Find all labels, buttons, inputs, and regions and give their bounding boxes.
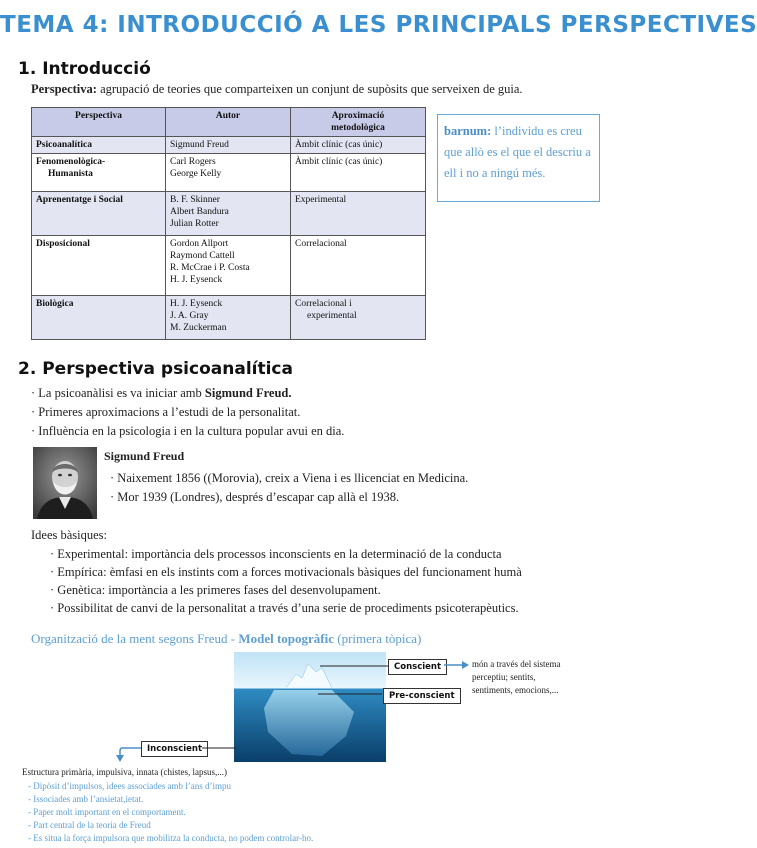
table-row (32, 192, 426, 236)
preconscient-pointer-line (318, 692, 384, 696)
inconscient-pointer-line (202, 746, 236, 750)
preconscient-label: Pre-conscient (383, 688, 461, 704)
inconscient-list-item: - Part central de la teoria de Freud (28, 820, 151, 830)
table-header-perspectiva: Perspectiva (32, 108, 166, 137)
inconscient-list-item: - Paper molt important en el comportament. (28, 807, 186, 817)
barnum-text: l’individu es creu que allò es el que el descriu a ell i no a ningú més. (444, 124, 591, 180)
definition-text: agrupació de teories que comparteixen un conjunt de supòsits que serveixen de guia. (96, 82, 523, 96)
barnum-term: barnum: (444, 124, 492, 138)
table-header-autor: Autor (166, 108, 291, 137)
table-row (32, 236, 426, 296)
freud-birth: · Naixement 1856 ((Morovia), creix a Viena i es llicenciat en Medicina. (110, 471, 469, 485)
inconscient-structure: Estructura primària, impulsiva, innata (chistes, lapsus,...) (22, 767, 227, 777)
barnum-note (437, 114, 600, 202)
conscient-desc-line: perceptiu; sentits, (472, 672, 536, 682)
perspectiva-definition (31, 81, 523, 97)
freud-death: · Mor 1939 (Londres), després d’escapar cap allà el 1938. (110, 490, 400, 504)
table-cell-authors: B. F. Skinner Albert Bandura Julian Rotter (166, 192, 291, 236)
table-cell-authors: H. J. Eysenck J. A. Gray M. Zuckerman (166, 296, 291, 340)
table-cell-approach: Experimental (291, 192, 426, 236)
conscient-label: Conscient (388, 659, 447, 675)
table-header-aproximacio: Aproximació metodològica (291, 108, 426, 137)
freud-portrait (33, 447, 97, 519)
inconscient-list-item: - Es situa la força impulsora que mobilitza la conducta, no podem controlar-ho. (28, 833, 314, 843)
inconscient-list-item: - Issociades amb l’ansietat,ietat. (28, 794, 144, 804)
section-heading-introduccio: 1. Introducció (18, 59, 151, 79)
table-row (32, 296, 426, 340)
idea-item: · Genètica: importància a les primeres fases del desenvolupament. (50, 583, 381, 597)
conscient-desc-line: sentiments, emocions,... (472, 685, 559, 695)
bullet-origin: · La psicoanàlisi es va iniciar amb Sigmund Freud. (31, 386, 292, 400)
inconscient-label: Inconscient (141, 741, 208, 757)
idea-item: · Empírica: èmfasi en els instints com a forces motivacionals bàsiques del funcionament humà (50, 565, 522, 579)
model-heading: Organització de la ment segons Freud - Model topogràfic (primera tòpica) (31, 631, 422, 646)
table-cell-approach: Àmbit clínic (cas únic) (291, 137, 426, 154)
conscient-arrow-icon (442, 659, 472, 671)
freud-name: Sigmund Freud (104, 449, 185, 463)
table-cell-perspective: Psicoanalítica (32, 137, 166, 154)
table-cell-authors: Carl Rogers George Kelly (166, 154, 291, 192)
conscient-pointer-line (320, 664, 390, 668)
perspectives-table (31, 107, 426, 340)
table-cell-perspective: Biològica (32, 296, 166, 340)
section-heading-psicoanalitica: 2. Perspectiva psicoanalítica (18, 359, 293, 379)
table-row (32, 154, 426, 192)
table-cell-approach: Àmbit clínic (cas únic) (291, 154, 426, 192)
inconscient-list-item: - Dipòsit d’impulsos, idees associades amb l’ans d’impu (28, 781, 231, 791)
idea-item: · Possibilitat de canvi de la personalitat a través d’una serie de procediments psicoterapèutics. (50, 601, 519, 615)
table-cell-perspective: Aprenentatge i Social (32, 192, 166, 236)
table-cell-approach: Correlacional (291, 236, 426, 296)
table-header-row (32, 108, 426, 137)
table-row (32, 137, 426, 154)
table-cell-authors: Sigmund Freud (166, 137, 291, 154)
table-cell-perspective: Fenomenològica- Humanista (32, 154, 166, 192)
inconscient-arrow-icon (112, 744, 142, 764)
definition-term: Perspectiva: (31, 82, 97, 96)
ideas-heading: Idees bàsiques: (31, 528, 108, 542)
page-title: TEMA 4: INTRODUCCIÓ A LES PRINCIPALS PERSPECTIVES (0, 12, 757, 38)
idea-item: · Experimental: importància dels processos inconscients en la determinació de la conducta (50, 547, 502, 561)
table-cell-perspective: Disposicional (32, 236, 166, 296)
conscient-desc-line: món a través del sistema (472, 659, 561, 669)
bullet-first-approaches: · Primeres aproximacions a l’estudi de la personalitat. (31, 405, 301, 419)
iceberg-image (234, 652, 386, 762)
table-cell-authors: Gordon Allport Raymond Cattell R. McCrae i P. Costa H. J. Eysenck (166, 236, 291, 296)
bullet-influence: · Influència en la psicologia i en la cultura popular avui en dia. (31, 424, 345, 438)
table-cell-approach: Correlacional i experimental (291, 296, 426, 340)
